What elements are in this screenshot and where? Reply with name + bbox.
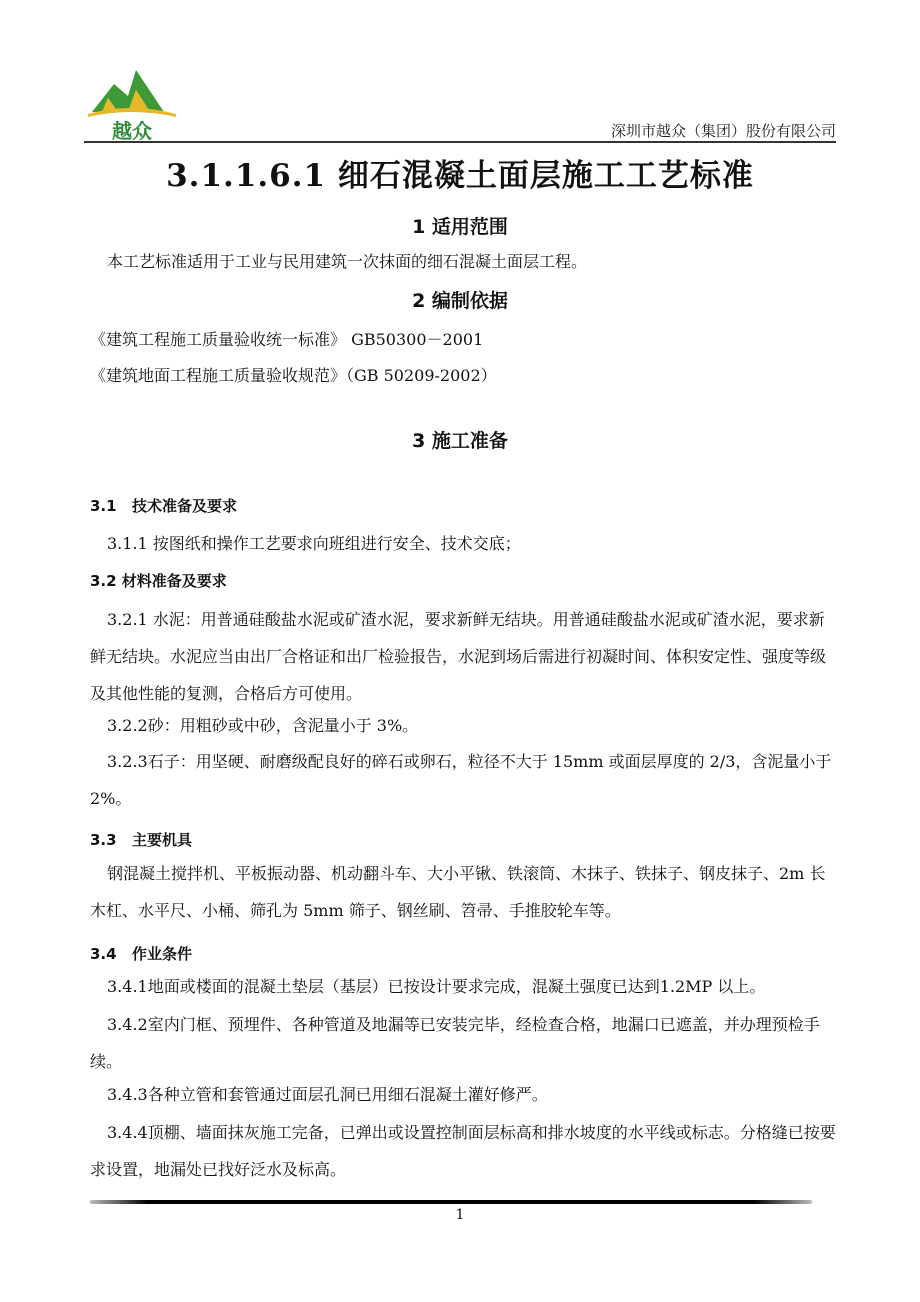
item-3-2-2: 3.2.2砂：用粗砂或中砂，含泥量小于 3%。 — [107, 716, 419, 735]
header-rule — [84, 141, 836, 143]
item-3-4-4: 3.4.4顶棚、墙面抹灰施工完备，已弹出或设置控制面层标高和排水坡度的水平线或标志。分格缝已按要求设置，地漏处已找好泛水及标高。 — [90, 1123, 836, 1179]
subsection-3-3-title: 主要机具 — [132, 831, 193, 849]
page-number: 1 — [455, 1207, 465, 1223]
subsection-3-3 — [90, 829, 192, 850]
subsection-3-1-number: 3.1 — [90, 497, 117, 515]
subsection-3-2-title: 3.2 材料准备及要求 — [90, 572, 227, 590]
subsection-3-1 — [90, 495, 237, 516]
subsection-3-4-number: 3.4 — [90, 945, 117, 963]
item-3-4-1: 3.4.1地面或楼面的混凝土垫层（基层）已按设计要求完成，混凝土强度已达到1.2MP 以上。 — [107, 977, 766, 996]
section-heading-basis: 2 编制依据 — [412, 290, 508, 312]
reference-2: 《建筑地面工程施工质量验收规范》（GB 50209-2002） — [90, 366, 497, 385]
company-name: 深圳市越众（集团）股份有限公司 — [610, 122, 836, 140]
company-logo — [84, 62, 180, 142]
item-3-4-2: 3.4.2室内门框、预埋件、各种管道及地漏等已安装完毕，经检查合格，地漏口已遮盖，并办理预检手续。 — [90, 1015, 820, 1071]
subsection-3-3-number: 3.3 — [90, 831, 117, 849]
item-3-2-3: 3.2.3石子：用坚硬、耐磨级配良好的碎石或卵石，粒径不大于 15mm 或面层厚度的 2/3，含泥量小于 2%。 — [90, 752, 832, 808]
scope-text: 本工艺标准适用于工业与民用建筑一次抹面的细石混凝土面层工程。 — [107, 252, 588, 271]
tools-text: 钢混凝土搅拌机、平板振动器、机动翻斗车、大小平锹、铁滚筒、木抹子、铁抹子、钢皮抹子、2m 长木杠、水平尺、小桶、筛孔为 5mm 筛子、钢丝刷、笤帚、手推胶轮车等。 — [90, 864, 826, 920]
page-title: 3.1.1.6.1 细石混凝土面层施工工艺标准 — [166, 158, 754, 194]
section-heading-scope: 1 适用范围 — [412, 216, 508, 238]
item-3-2-1: 3.2.1 水泥：用普通硅酸盐水泥或矿渣水泥，要求新鲜无结块。用普通硅酸盐水泥或矿渣水泥，要求新鲜无结块。水泥应当由出厂合格证和出厂检验报告，水泥到场后需进行初凝时间、体积安定性、强度等级及其他性能的复测，合格后方可使用。 — [90, 610, 827, 703]
subsection-3-1-title: 技术准备及要求 — [132, 497, 238, 515]
logo-text: 越众 — [112, 119, 152, 142]
item-3-1-1: 3.1.1 按图纸和操作工艺要求向班组进行安全、技术交底； — [107, 534, 521, 553]
subsection-3-4-title: 作业条件 — [132, 945, 193, 963]
item-3-4-3: 3.4.3各种立管和套管通过面层孔洞已用细石混凝土灌好修严。 — [107, 1085, 548, 1104]
footer-rule — [90, 1200, 812, 1204]
reference-1: 《建筑工程施工质量验收统一标准》 GB50300－2001 — [90, 330, 484, 349]
section-heading-prep: 3 施工准备 — [412, 430, 508, 452]
subsection-3-4 — [90, 943, 192, 964]
